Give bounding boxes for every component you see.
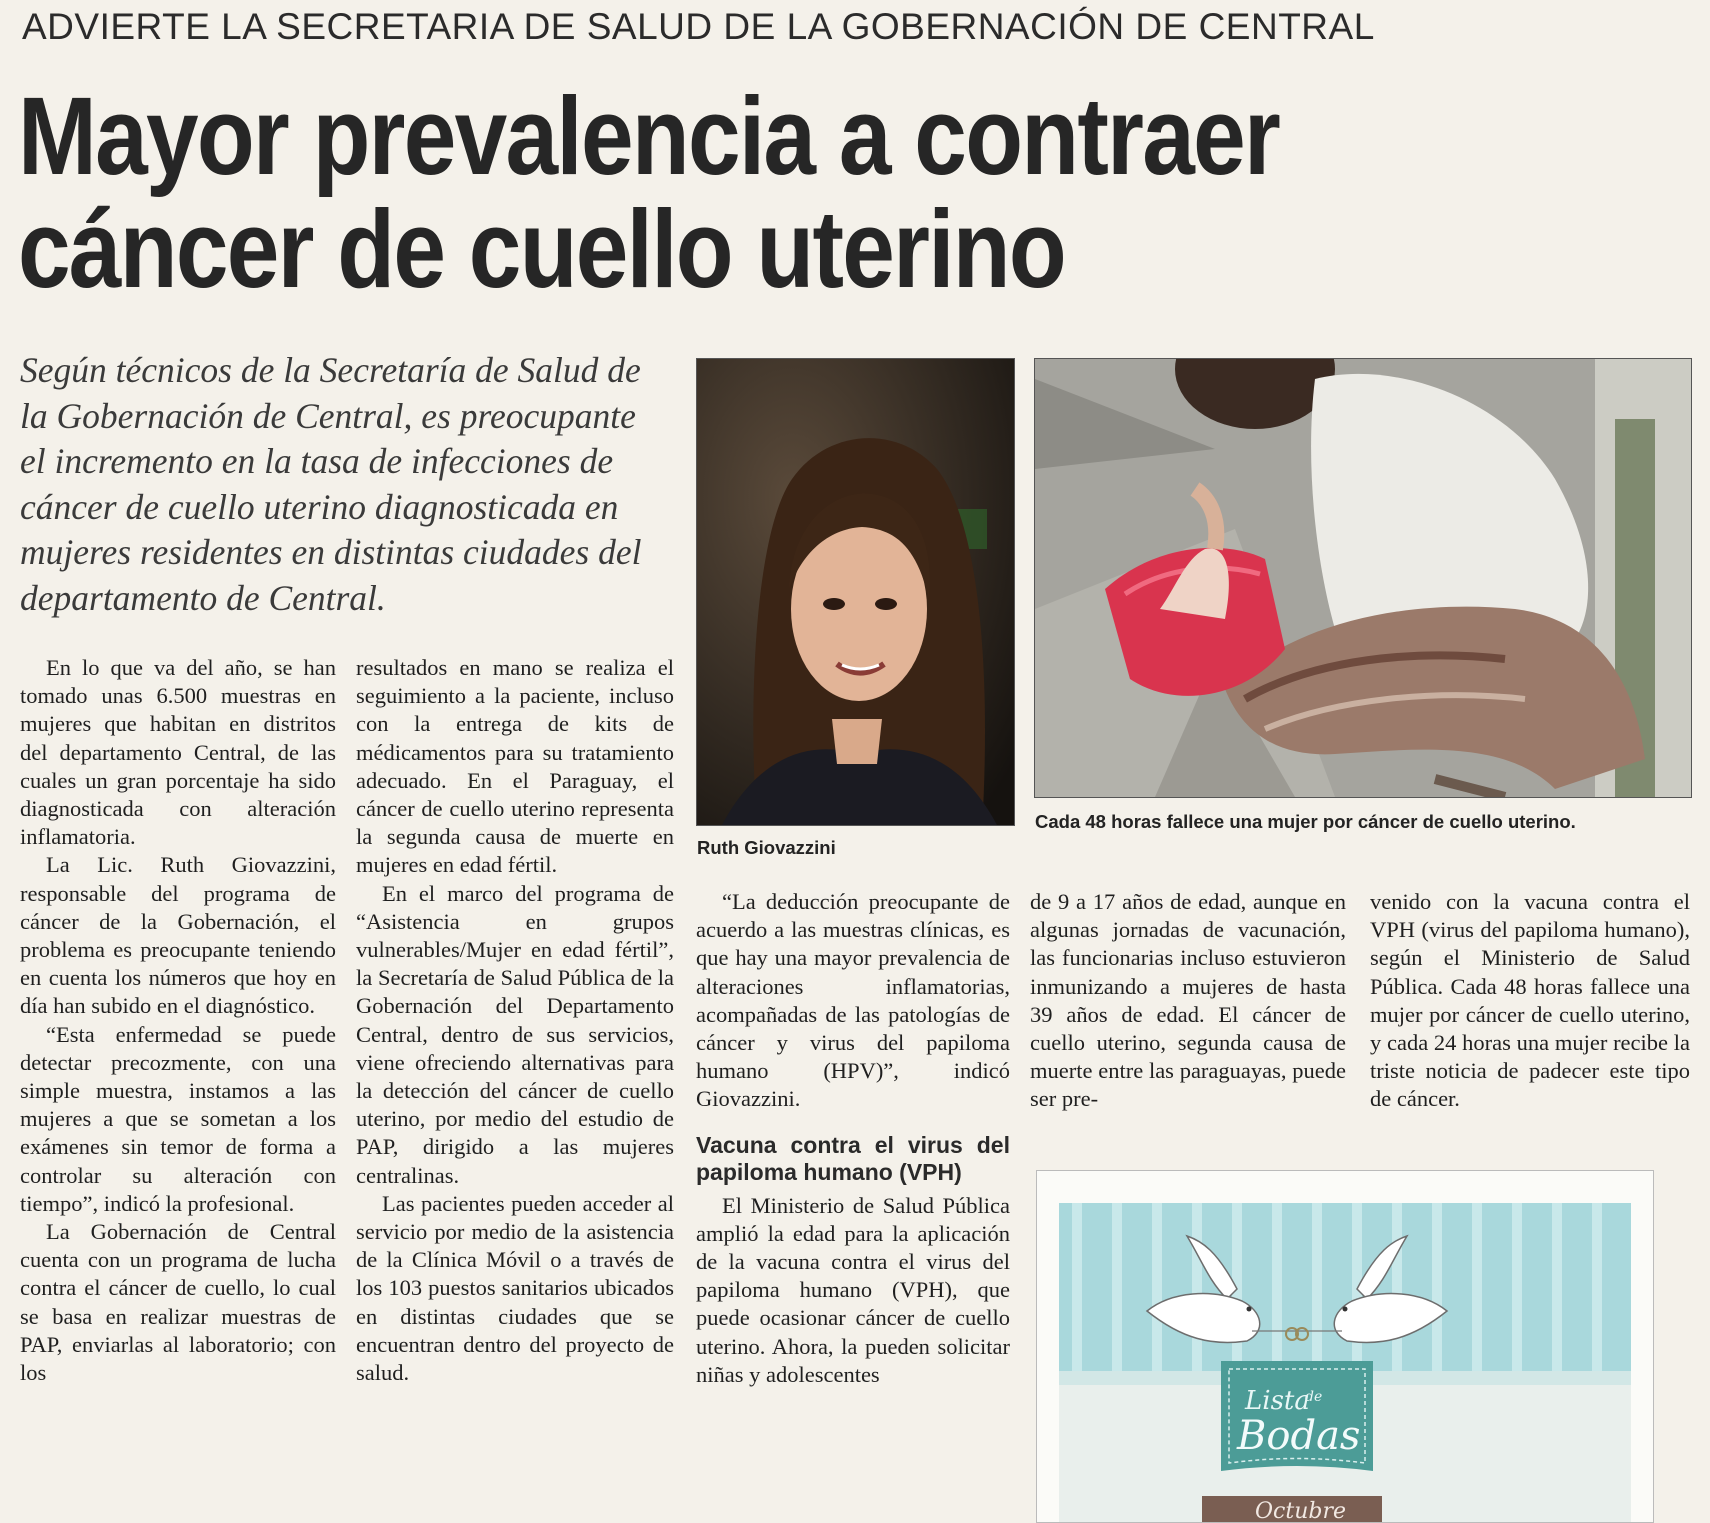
portrait-illustration: [697, 359, 1014, 825]
portrait-caption: Ruth Giovazzini: [697, 837, 836, 858]
body-column-2: [356, 654, 674, 1387]
portrait-photo: [696, 358, 1015, 826]
photo-caption: Cada 48 horas fallece una mujer por cáncer de cuello uterino.: [1035, 811, 1576, 832]
paragraph: En lo que va del año, se han tomado unas 6.500 muestras en mujeres que habitan en distritos del departamento Central, de las cuales un gran porcentaje ha sido diagnosticada con alteración inflamatoria.: [20, 655, 336, 850]
ad-de-text: de: [1305, 1389, 1323, 1405]
body-column-5: [1370, 888, 1690, 1114]
paragraph: El Ministerio de Salud Pública amplió la edad para la aplicación de la vacuna contra el virus del papiloma humano (VPH), que puede ocasionar cáncer de cuello uterino. Ahora, la pueden solicitar niñas y adolescentes: [696, 1192, 1010, 1387]
main-photo-illustration: [1035, 359, 1691, 797]
ad-illustration: [1037, 1171, 1653, 1522]
paragraph: resultados en mano se realiza el seguimiento a la paciente, incluso con la entrega de kits de médicamentos para su tratamiento adecuado. En el Paraguay, el cáncer de cuello uterino representa la segunda causa de muerte en mujeres en edad fértil.: [356, 655, 674, 878]
ad-lista-text: Lista: [1245, 1386, 1310, 1416]
paragraph: La Lic. Ruth Giovazzini, responsable del programa de cáncer de la Gobernación, el problema es preocupante teniendo en cuenta los números que hoy en día han subido en el diagnóstico.: [20, 852, 336, 1019]
paragraph: Las pacientes pueden acceder al servicio por medio de la asistencia de la Clínica Móvil o a través de los 103 puestos sanitarios ubicados en distintas ciudades que se encuentran dentro del proyecto de salud.: [356, 1190, 674, 1386]
ad-month-text: Octubre: [1255, 1499, 1346, 1522]
body-column-3: [696, 888, 1010, 1389]
quote-paragraph: “La deducción preocupante de acuerdo a las muestras clínicas, es que hay una mayor prevalencia de alteraciones inflamatorias, acompañadas de las patologías de cáncer y virus del papiloma humano (HPV)”, indicó Giovazzini.: [696, 889, 1010, 1112]
subhead: Vacuna contra el virus del papiloma humano (VPH): [696, 1131, 1010, 1185]
paragraph: de 9 a 17 años de edad, aunque en algunas jornadas de vacunación, las funcionarias incluso estuvieron inmunizando a mujeres de hasta 39 años de edad. El cáncer de cuello uterino, segunda causa de muerte entre las paraguayas, puede ser pre-: [1030, 889, 1346, 1112]
paragraph: venido con la vacuna contra el VPH (virus del papiloma humano), según el Ministerio de Salud Pública. Cada 48 horas fallece una mujer por cáncer de cuello uterino, y cada 24 horas una mujer recibe la triste noticia de padecer este tipo de cáncer.: [1370, 889, 1690, 1112]
headline-line-2: cáncer de cuello uterino: [18, 188, 1065, 311]
headline-line-1: Mayor prevalencia a contraer: [18, 75, 1280, 198]
kicker: ADVIERTE LA SECRETARIA DE SALUD DE LA GOBERNACIÓN DE CENTRAL: [22, 6, 1375, 47]
body-column-4: [1030, 888, 1346, 1114]
lede: Según técnicos de la Secretaría de Salud de la Gobernación de Central, es preocupante el incremento en la tasa de infecciones de cáncer de cuello uterino diagnosticada en mujeres residentes en distintas ciudades del departamento de Central.: [20, 350, 642, 618]
headline: [18, 75, 1471, 311]
main-photo: [1034, 358, 1692, 798]
wedding-list-ad: [1036, 1170, 1654, 1523]
body-column-1: [20, 654, 336, 1387]
paragraph: La Gobernación de Central cuenta con un programa de lucha contra el cáncer de cuello, lo cual se basa en realizar muestras de PAP, enviarlas al laboratorio; con los: [20, 1219, 336, 1386]
ad-bodas-text: Bodas: [1237, 1413, 1361, 1459]
paragraph: “Esta enfermedad se puede detectar precozmente, con una simple muestra, instamos a las mujeres a que se sometan a los exámenes sin temor de forma a controlar su alteración con tiempo”, indicó la profesional.: [20, 1021, 336, 1216]
paragraph: En el marco del programa de “Asistencia en grupos vulnerables/Mujer en edad fértil”, la Secretaría de Salud Pública de la Gobernación del Departamento Central, dentro de sus servicios, viene ofreciendo alternativas para la detección del cáncer de cuello uterino, por medio del estudio de PAP, dirigido a las mujeres centralinas.: [356, 880, 674, 1188]
